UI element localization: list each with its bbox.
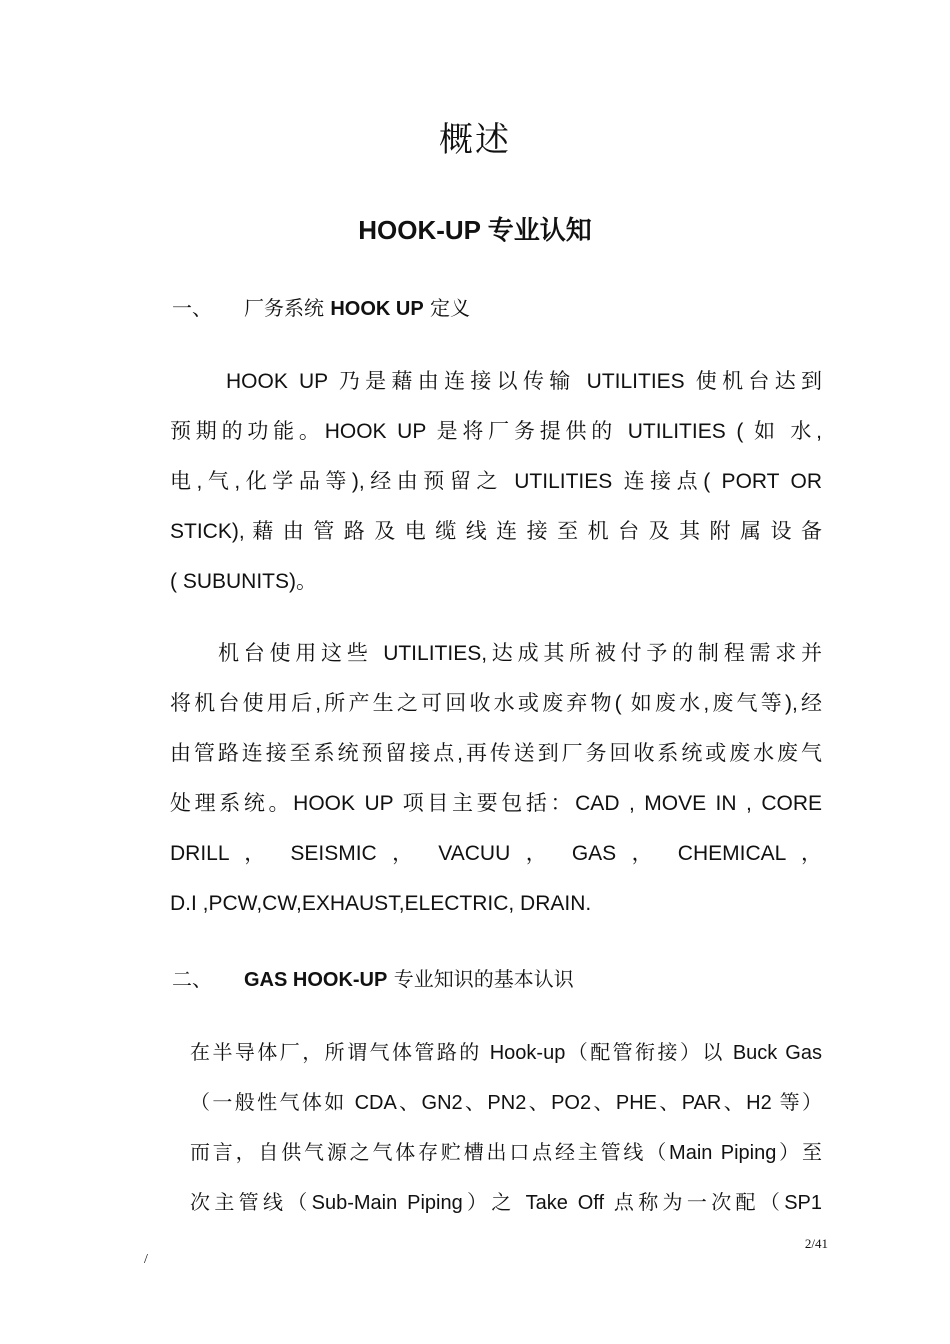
paragraph-line: （一般性气体如 CDA、GN2、PN2、PO2、PHE、PAR、H2 等） [190, 1092, 822, 1114]
paragraph-line: 而言，自供气源之气体存贮槽出口点经主管线（Main Piping）至 [190, 1142, 822, 1164]
section-2-title-bold: GAS HOOK-UP [244, 969, 388, 991]
paragraph-line: STICK), 藉 由 管 路 及 电 缆 线 连 接 至 机 台 及 其 附 属 设 备 [170, 520, 822, 543]
paragraph-line: 将机台使用后,所产生之可回收水或废弃物( 如废水,废气等),经 [170, 692, 822, 715]
paragraph-line: 预期的功能。HOOK UP 是将厂务提供的 UTILITIES ( 如 水, [170, 420, 822, 443]
paragraph-line: ( SUBUNITS)。 [170, 570, 317, 593]
paragraph-line: DRILL ， SEISMIC ， VACUU ， GAS ， CHEMICAL ， [170, 842, 822, 865]
section-2-title-post: 专业知识的基本认识 [387, 967, 574, 991]
paragraph-line: 电,气,化学品等),经由预留之 UTILITIES 连接点( PORT OR [170, 470, 822, 493]
page-title: 概述 [439, 120, 511, 160]
page-number: 2/41 [804, 1236, 828, 1251]
section-1-title-post: 定义 [423, 296, 471, 320]
section-1-paragraph-2 [170, 629, 822, 929]
paragraph-line: 由管路连接至系统预留接点,再传送到厂务回收系统或废水废气 [170, 742, 822, 765]
paragraph-line: HOOK UP 乃是藉由连接以传输 UTILITIES 使机台达到 [226, 370, 822, 393]
page-subtitle: HOOK-UP 专业认知 [358, 215, 592, 245]
paragraph-line: 在半导体厂，所谓气体管路的 Hook-up（配管衔接）以 Buck Gas [190, 1042, 822, 1064]
paragraph-line: 次主管线（Sub-Main Piping）之 Take Off 点称为一次配（SP1 [190, 1192, 822, 1214]
section-1-heading [172, 292, 470, 321]
paragraph-line: 处理系统。HOOK UP 项目主要包括：CAD , MOVE IN , CORE [170, 792, 822, 815]
paragraph-line: 机台使用这些 UTILITIES,达成其所被付予的制程需求并 [218, 642, 822, 665]
section-2-heading [172, 963, 574, 992]
section-1-title-pre: 厂务系统 [244, 296, 331, 320]
section-1-number: 一、 [172, 296, 212, 320]
paragraph-line: D.I ,PCW,CW,EXHAUST,ELECTRIC, DRAIN. [170, 892, 592, 915]
section-1-title-bold: HOOK UP [330, 298, 424, 320]
section-1-paragraph-1 [170, 357, 822, 607]
footer-mark: / [144, 1252, 148, 1267]
section-2-number: 二、 [172, 967, 212, 991]
section-2-paragraph [190, 1028, 822, 1228]
